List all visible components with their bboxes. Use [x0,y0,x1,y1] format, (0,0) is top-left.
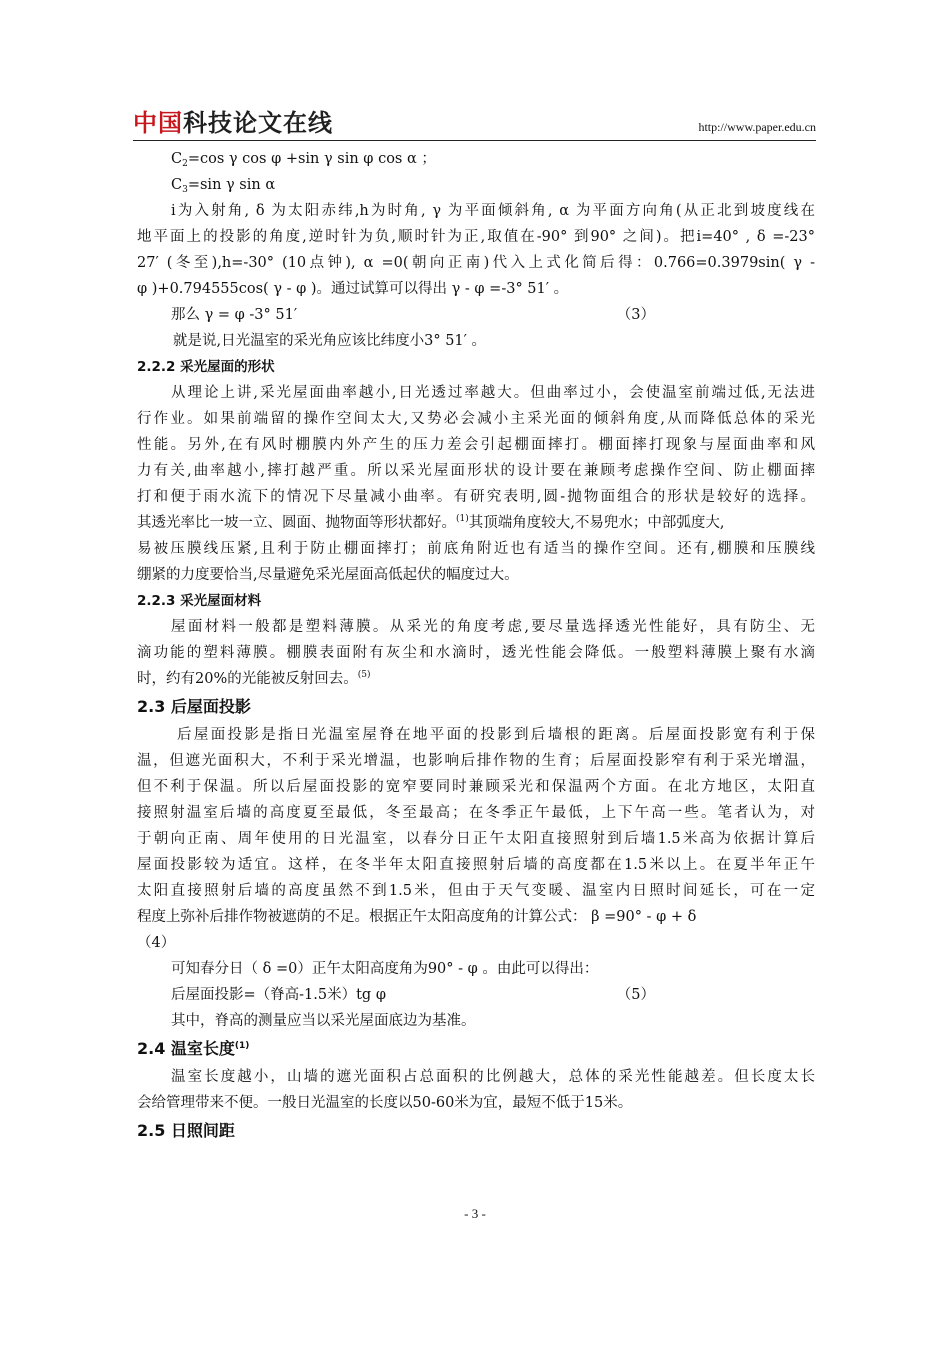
c3-expression: =sin γ sin α [187,177,276,193]
section-heading-2-4 [137,1034,815,1064]
text-line: 绷紧的力度要恰当,尽量避免采光屋面高低起伏的幅度过大。 [137,567,519,583]
page-number: - 3 - [464,1206,486,1221]
text-line: 后屋面投影是指日光温室屋脊在地平面的投影到后墙根的距离。后屋面投影宽有利于保 [177,727,815,743]
header-url[interactable]: http://www.paper.edu.cn [698,120,816,134]
equation-3-expression: 那么 γ = φ -3° 51′ [171,307,298,323]
heading-text: 2.4 温室长度 [137,1039,235,1058]
c3-subscript: 3 [182,185,188,195]
text-line: 会给管理带来不便。一般日光温室的长度以50-60米为宜，最短不低于15米。 [137,1095,633,1111]
text-line: i为入射角, δ 为太阳赤纬,h为时角, γ 为平面倾斜角, α 为平面方向角(从正北到坡度线在 [171,203,815,219]
c3-label: C [171,177,183,193]
text-line: 程度上弥补后排作物被遮荫的不足。根据正午太阳高度角的计算公式： β =90° - φ + δ [137,909,697,925]
equation-3 [137,302,815,328]
page-header [133,108,816,141]
text-line: 性能。另外,在有风时棚膜内外产生的压力差会引起棚面摔打。棚面摔打现象与屋面曲率和风 [137,437,815,453]
text-line: 接照射温室后墙的高度夏至最低，冬至最高；在冬季正午最低，上下午高一些。笔者认为，对 [137,805,815,821]
text-line: 屋面投影较为适宜。这样，在冬半年太阳直接照射后墙的高度都在1.5米以上。在夏半年正午 [137,857,815,873]
citation-ref: (1) [234,1041,250,1051]
text-line: 滴功能的塑料薄膜。棚膜表面附有灰尘和水滴时，透光性能会降低。一般塑料薄膜上聚有水滴 [137,645,815,661]
text-line: 从理论上讲,采光屋面曲率越小,日光透过率越大。但曲率过小，会使温室前端过低,无法进 [171,385,815,401]
text-line [137,510,815,536]
section-heading-2-3: 2.3 后屋面投影 [137,697,251,716]
text-line: 温室长度越小，山墙的遮光面积占总面积的比例越大，总体的采光性能越差。但长度太长 [171,1069,815,1085]
text-line: 于朝向正南、周年使用的日光温室，以春分日正午太阳直接照射到后墙1.5米高为依据计算后 [137,831,815,847]
c2-expression: =cos γ cos φ +sin γ sin φ cos α ； [187,151,436,167]
journal-logo [133,108,333,138]
text-line: 打和便于雨水流下的情况下尽量减小曲率。有研究表明,圆-抛物面组合的形状是较好的选择。 [137,489,815,505]
text-line: 行作业。如果前端留的操作空间太大,又势必会减小主采光面的倾斜角度,从而降低总体的采光 [137,411,815,427]
text-line: 可知春分日（ δ =0）正午太阳高度角为90° - φ 。由此可以得出： [171,961,599,977]
citation-ref: (1) [456,514,469,524]
citation-ref: (5) [357,670,371,680]
equation-5-expression: 后屋面投影=（脊高-1.5米）tg φ [171,987,386,1003]
text-span: 其顶端角度较大,不易兜水；中部弧度大, [468,515,725,531]
logo-dark-text: 科技论文在线 [183,109,333,137]
section-heading-2-2-2: 2.2.2 采光屋面的形状 [137,359,275,375]
text-line: 其中，脊高的测量应当以采光屋面底边为基准。 [171,1013,476,1029]
text-line: 地平面上的投影的角度,逆时针为负,顺时针为正,取值在-90° 到90° 之间)。把i=40° , δ =-23° [137,229,815,245]
formula-c2 [137,146,815,172]
equation-5-number: （5） [616,987,655,1003]
text-line: 力有关,曲率越小,摔打越严重。所以采光屋面形状的设计要在兼顾考虑操作空间、防止棚面摔 [137,463,815,479]
text-line [137,666,815,692]
text-span: 其透光率比一坡一立、圆面、抛物面等形状都好。 [137,515,456,531]
page-body [137,146,815,1146]
logo-red-text: 中国 [133,109,183,137]
text-line: 屋面材料一般都是塑料薄膜。从采光的角度考虑,要尽量选择透光性能好，具有防尘、无 [171,619,815,635]
text-line: 温，但遮光面积大，不利于采光增温，也影响后排作物的生育；后屋面投影窄有利于采光增温， [137,753,815,769]
equation-3-number: （3） [616,307,655,323]
text-span: 时，约有20%的光能被反射回去。 [137,671,358,687]
c2-label: C [171,151,183,167]
equation-5 [137,982,815,1008]
formula-c3 [137,172,815,198]
text-line: 就是说,日光温室的采光角应该比纬度小3° 51′ 。 [173,333,487,349]
text-line: 太阳直接照射后墙的高度虽然不到1.5米，但由于天气变暖、温室内日照时间延长，可在一定 [137,883,815,899]
equation-4-number: （4） [137,935,176,951]
text-line: 27′ (冬至),h=-30° (10点钟), α =0(朝向正南)代入上式化简后得：0.766=0.3979sin( γ - [137,255,815,271]
text-line: 易被压膜线压紧,且利于防止棚面摔打；前底角附近也有适当的操作空间。还有,棚膜和压膜线 [137,541,815,557]
c2-subscript: 2 [182,159,188,169]
section-heading-2-2-3: 2.2.3 采光屋面材料 [137,593,262,609]
text-line: 但不利于保温。所以后屋面投影的宽窄要同时兼顾采光和保温两个方面。在北方地区，太阳直 [137,779,815,795]
text-line: φ )+0.794555cos( γ - φ )。通过试算可以得出 γ - φ =-3° 51′ 。 [137,281,569,297]
section-heading-2-5: 2.5 日照间距 [137,1121,235,1140]
